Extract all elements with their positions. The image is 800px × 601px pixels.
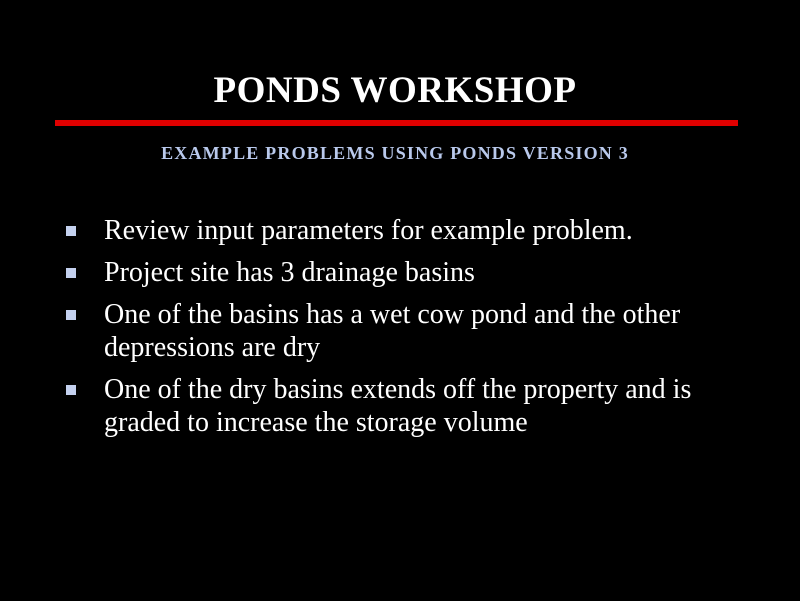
bullet-item <box>66 298 729 364</box>
bullet-text: Review input parameters for example problem. <box>104 215 633 246</box>
bullet-item <box>66 256 766 289</box>
square-bullet-icon <box>66 226 76 236</box>
slide-subtitle: EXAMPLE PROBLEMS USING PONDS VERSION 3 <box>161 143 629 163</box>
bullet-item <box>66 373 734 439</box>
square-bullet-icon <box>66 310 76 320</box>
bullet-text: One of the dry basins extends off the property and is graded to increase the storage volume <box>104 374 692 438</box>
slide-title: PONDS WORKSHOP <box>213 70 577 111</box>
bullet-item <box>66 214 766 247</box>
title-divider <box>55 120 738 126</box>
bullet-text: Project site has 3 drainage basins <box>104 257 475 288</box>
bullet-text: One of the basins has a wet cow pond and the other depressions are dry <box>104 299 681 363</box>
square-bullet-icon <box>66 385 76 395</box>
square-bullet-icon <box>66 268 76 278</box>
bullet-list <box>66 214 766 448</box>
